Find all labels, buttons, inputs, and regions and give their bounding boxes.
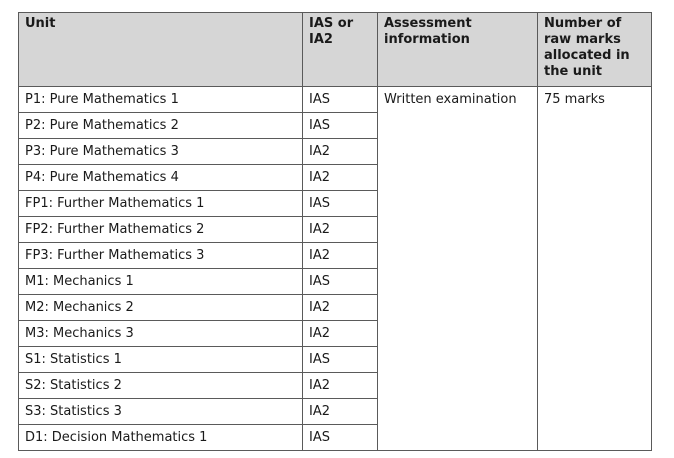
level-cell: IA2 xyxy=(303,139,378,165)
marks-cell: 75 marks xyxy=(538,87,652,451)
level-cell: IAS xyxy=(303,191,378,217)
unit-cell: D1: Decision Mathematics 1 xyxy=(19,425,303,451)
level-cell: IAS xyxy=(303,425,378,451)
level-cell: IAS xyxy=(303,87,378,113)
unit-cell: S2: Statistics 2 xyxy=(19,373,303,399)
unit-cell: M3: Mechanics 3 xyxy=(19,321,303,347)
unit-cell: P4: Pure Mathematics 4 xyxy=(19,165,303,191)
header-level: IAS or IA2 xyxy=(303,13,378,87)
unit-cell: FP2: Further Mathematics 2 xyxy=(19,217,303,243)
unit-cell: P3: Pure Mathematics 3 xyxy=(19,139,303,165)
header-marks: Number of raw marks allocated in the unit xyxy=(538,13,652,87)
header-assessment: Assessment information xyxy=(378,13,538,87)
level-cell: IA2 xyxy=(303,243,378,269)
table-body xyxy=(19,87,652,451)
level-cell: IA2 xyxy=(303,217,378,243)
unit-cell: S1: Statistics 1 xyxy=(19,347,303,373)
unit-cell: P2: Pure Mathematics 2 xyxy=(19,113,303,139)
level-cell: IAS xyxy=(303,269,378,295)
header-unit: Unit xyxy=(19,13,303,87)
header-row xyxy=(19,13,652,87)
assessment-cell: Written examination xyxy=(378,87,538,451)
level-cell: IAS xyxy=(303,347,378,373)
unit-cell: S3: Statistics 3 xyxy=(19,399,303,425)
unit-cell: M1: Mechanics 1 xyxy=(19,269,303,295)
level-cell: IA2 xyxy=(303,399,378,425)
unit-cell: M2: Mechanics 2 xyxy=(19,295,303,321)
table-header xyxy=(19,13,652,87)
level-cell: IA2 xyxy=(303,165,378,191)
level-cell: IA2 xyxy=(303,373,378,399)
unit-cell: FP1: Further Mathematics 1 xyxy=(19,191,303,217)
level-cell: IAS xyxy=(303,113,378,139)
level-cell: IA2 xyxy=(303,321,378,347)
level-cell: IA2 xyxy=(303,295,378,321)
unit-cell: FP3: Further Mathematics 3 xyxy=(19,243,303,269)
units-table xyxy=(18,12,652,451)
unit-cell: P1: Pure Mathematics 1 xyxy=(19,87,303,113)
table-row xyxy=(19,87,652,113)
